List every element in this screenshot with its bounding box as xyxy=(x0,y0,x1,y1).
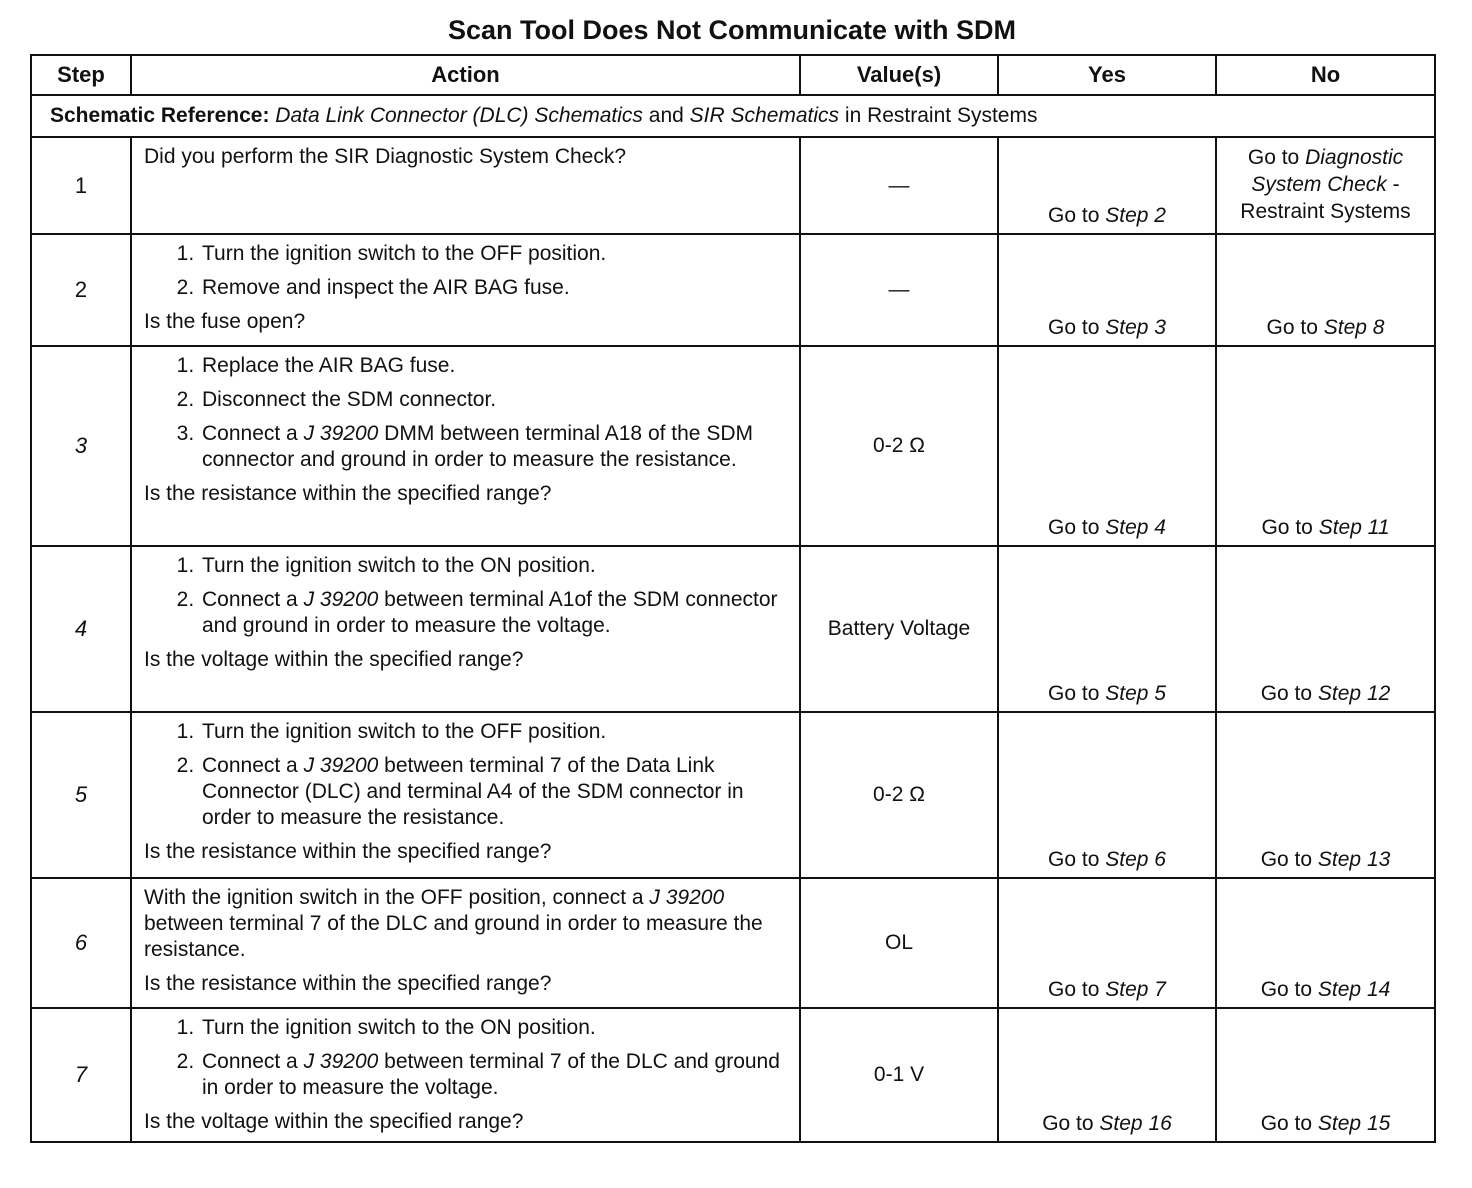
action-item: 2. Connect a J 39200 between terminal A1of the SDM connector and ground in order to measure the voltage. xyxy=(200,587,789,639)
yes-step-link[interactable]: Step 7 xyxy=(1105,978,1166,1001)
header-step: Step xyxy=(31,55,131,95)
yes-cell xyxy=(998,234,1216,346)
yes-cell xyxy=(998,1008,1216,1142)
yes-cell xyxy=(998,546,1216,712)
no-step-link[interactable]: Step 14 xyxy=(1317,978,1391,1001)
schematic-ref-sir[interactable]: SIR Schematics xyxy=(689,104,840,127)
goto-text: Go to xyxy=(1048,204,1100,227)
action-cell xyxy=(131,878,800,1008)
yes-step-link[interactable]: Step 16 xyxy=(1099,1112,1172,1135)
yes-cell xyxy=(998,712,1216,878)
no-cell xyxy=(1216,137,1435,234)
table-row xyxy=(31,346,1435,546)
yes-cell xyxy=(998,137,1216,234)
step-number: 6 xyxy=(31,878,131,1008)
header-no: No xyxy=(1216,55,1435,95)
no-ref-restraint: Restraint Systems xyxy=(1240,200,1411,223)
yes-step-link[interactable]: Step 4 xyxy=(1105,516,1166,539)
action-lead: With the ignition switch in the OFF position, connect a J 39200 between terminal 7 of the DLC and ground in order to measure the resistance. xyxy=(144,886,763,961)
goto-text: Go to xyxy=(1266,316,1318,339)
no-step-link[interactable]: Step 8 xyxy=(1323,316,1385,339)
step-number: 7 xyxy=(31,1008,131,1142)
action-question: Did you perform the SIR Diagnostic System Check? xyxy=(144,145,627,168)
value-cell: 0-2 Ω xyxy=(800,346,998,546)
schematic-ref-dlc[interactable]: Data Link Connector (DLC) Schematics xyxy=(275,104,643,127)
yes-cell xyxy=(998,878,1216,1008)
goto-text: Go to xyxy=(1260,682,1313,705)
goto-text: Go to xyxy=(1260,1112,1313,1135)
goto-text: Go to xyxy=(1048,516,1100,539)
no-dash: - xyxy=(1386,173,1400,196)
action-question: Is the resistance within the specified range? xyxy=(144,482,552,505)
header-values: Value(s) xyxy=(800,55,998,95)
table-row xyxy=(31,137,1435,234)
schematic-reference xyxy=(31,95,1435,137)
tool-reference: J 39200 xyxy=(303,754,379,777)
value-cell: Battery Voltage xyxy=(800,546,998,712)
no-step-link[interactable]: Step 13 xyxy=(1317,848,1391,871)
table-row xyxy=(31,546,1435,712)
no-cell xyxy=(1216,546,1435,712)
action-item: 1. Turn the ignition switch to the OFF position. xyxy=(200,719,789,745)
tool-reference: J 39200 xyxy=(303,1050,379,1073)
diagnostic-table xyxy=(30,54,1436,1143)
tool-reference: J 39200 xyxy=(303,422,379,445)
step-number: 2 xyxy=(31,234,131,346)
yes-step-link[interactable]: Step 5 xyxy=(1105,682,1166,705)
header-action: Action xyxy=(131,55,800,95)
header-row xyxy=(31,55,1435,95)
action-cell xyxy=(131,546,800,712)
goto-text: Go to xyxy=(1048,978,1100,1001)
action-item: 1. Replace the AIR BAG fuse. xyxy=(200,353,789,379)
action-question: Is the resistance within the specified range? xyxy=(144,840,552,863)
value-cell: 0-1 V xyxy=(800,1008,998,1142)
no-cell xyxy=(1216,1008,1435,1142)
tool-reference: J 39200 xyxy=(303,588,379,611)
schematic-label: Schematic Reference: xyxy=(50,104,270,127)
yes-step-link[interactable]: Step 3 xyxy=(1105,316,1166,339)
schematic-tail: in Restraint Systems xyxy=(844,104,1038,127)
goto-text: Go to xyxy=(1247,146,1300,169)
step-number: 5 xyxy=(31,712,131,878)
table-row xyxy=(31,1008,1435,1142)
goto-text: Go to xyxy=(1048,316,1100,339)
action-cell xyxy=(131,137,800,234)
header-yes: Yes xyxy=(998,55,1216,95)
no-cell xyxy=(1216,712,1435,878)
goto-text: Go to xyxy=(1048,848,1100,871)
no-ref-diagnostic[interactable]: Diagnostic xyxy=(1305,146,1404,169)
tool-reference: J 39200 xyxy=(649,886,725,909)
no-cell xyxy=(1216,878,1435,1008)
no-cell xyxy=(1216,234,1435,346)
action-item: 3. Connect a J 39200 DMM between terminal A18 of the SDM connector and ground in order to measure the resistance. xyxy=(200,421,789,473)
yes-step-link[interactable]: Step 6 xyxy=(1105,848,1166,871)
action-question: Is the voltage within the specified range? xyxy=(144,1110,524,1133)
table-row xyxy=(31,234,1435,346)
step-number: 3 xyxy=(31,346,131,546)
table-row xyxy=(31,878,1435,1008)
action-cell xyxy=(131,1008,800,1142)
step-number: 1 xyxy=(31,137,131,234)
goto-text: Go to xyxy=(1042,1112,1094,1135)
action-item: 1. Turn the ignition switch to the OFF position. xyxy=(200,241,789,267)
action-item: 1. Turn the ignition switch to the ON position. xyxy=(200,1015,789,1041)
action-item: 2. Disconnect the SDM connector. xyxy=(200,387,789,413)
goto-text: Go to xyxy=(1260,978,1313,1001)
table-row xyxy=(31,712,1435,878)
value-cell: — xyxy=(800,234,998,346)
page-title: Scan Tool Does Not Communicate with SDM xyxy=(447,15,1017,45)
action-item: 2. Connect a J 39200 between terminal 7 of the Data Link Connector (DLC) and terminal A4 of the SDM connector in order to measure the resistance. xyxy=(200,753,789,831)
schematic-and: and xyxy=(648,104,684,127)
action-item: 2. Connect a J 39200 between terminal 7 of the DLC and ground in order to measure the voltage. xyxy=(200,1049,789,1101)
no-step-link[interactable]: Step 15 xyxy=(1317,1112,1391,1135)
no-step-link[interactable]: Step 11 xyxy=(1318,516,1390,539)
action-question: Is the voltage within the specified range? xyxy=(144,648,524,671)
value-cell: 0-2 Ω xyxy=(800,712,998,878)
action-cell xyxy=(131,346,800,546)
action-item: 1. Turn the ignition switch to the ON position. xyxy=(200,553,789,579)
no-step-link[interactable]: Step 12 xyxy=(1317,682,1391,705)
yes-step-link[interactable]: Step 2 xyxy=(1105,204,1166,227)
goto-text: Go to xyxy=(1260,848,1313,871)
action-question: Is the resistance within the specified range? xyxy=(144,972,552,995)
value-cell: — xyxy=(800,137,998,234)
value-cell: OL xyxy=(800,878,998,1008)
no-ref-system-check[interactable]: System Check xyxy=(1251,173,1387,196)
yes-cell xyxy=(998,346,1216,546)
no-cell xyxy=(1216,346,1435,546)
action-item: 2. Remove and inspect the AIR BAG fuse. xyxy=(200,275,789,301)
action-cell xyxy=(131,234,800,346)
action-question: Is the fuse open? xyxy=(144,310,306,333)
action-cell xyxy=(131,712,800,878)
goto-text: Go to xyxy=(1261,516,1313,539)
schematic-row xyxy=(31,95,1435,137)
goto-text: Go to xyxy=(1048,682,1100,705)
step-number: 4 xyxy=(31,546,131,712)
